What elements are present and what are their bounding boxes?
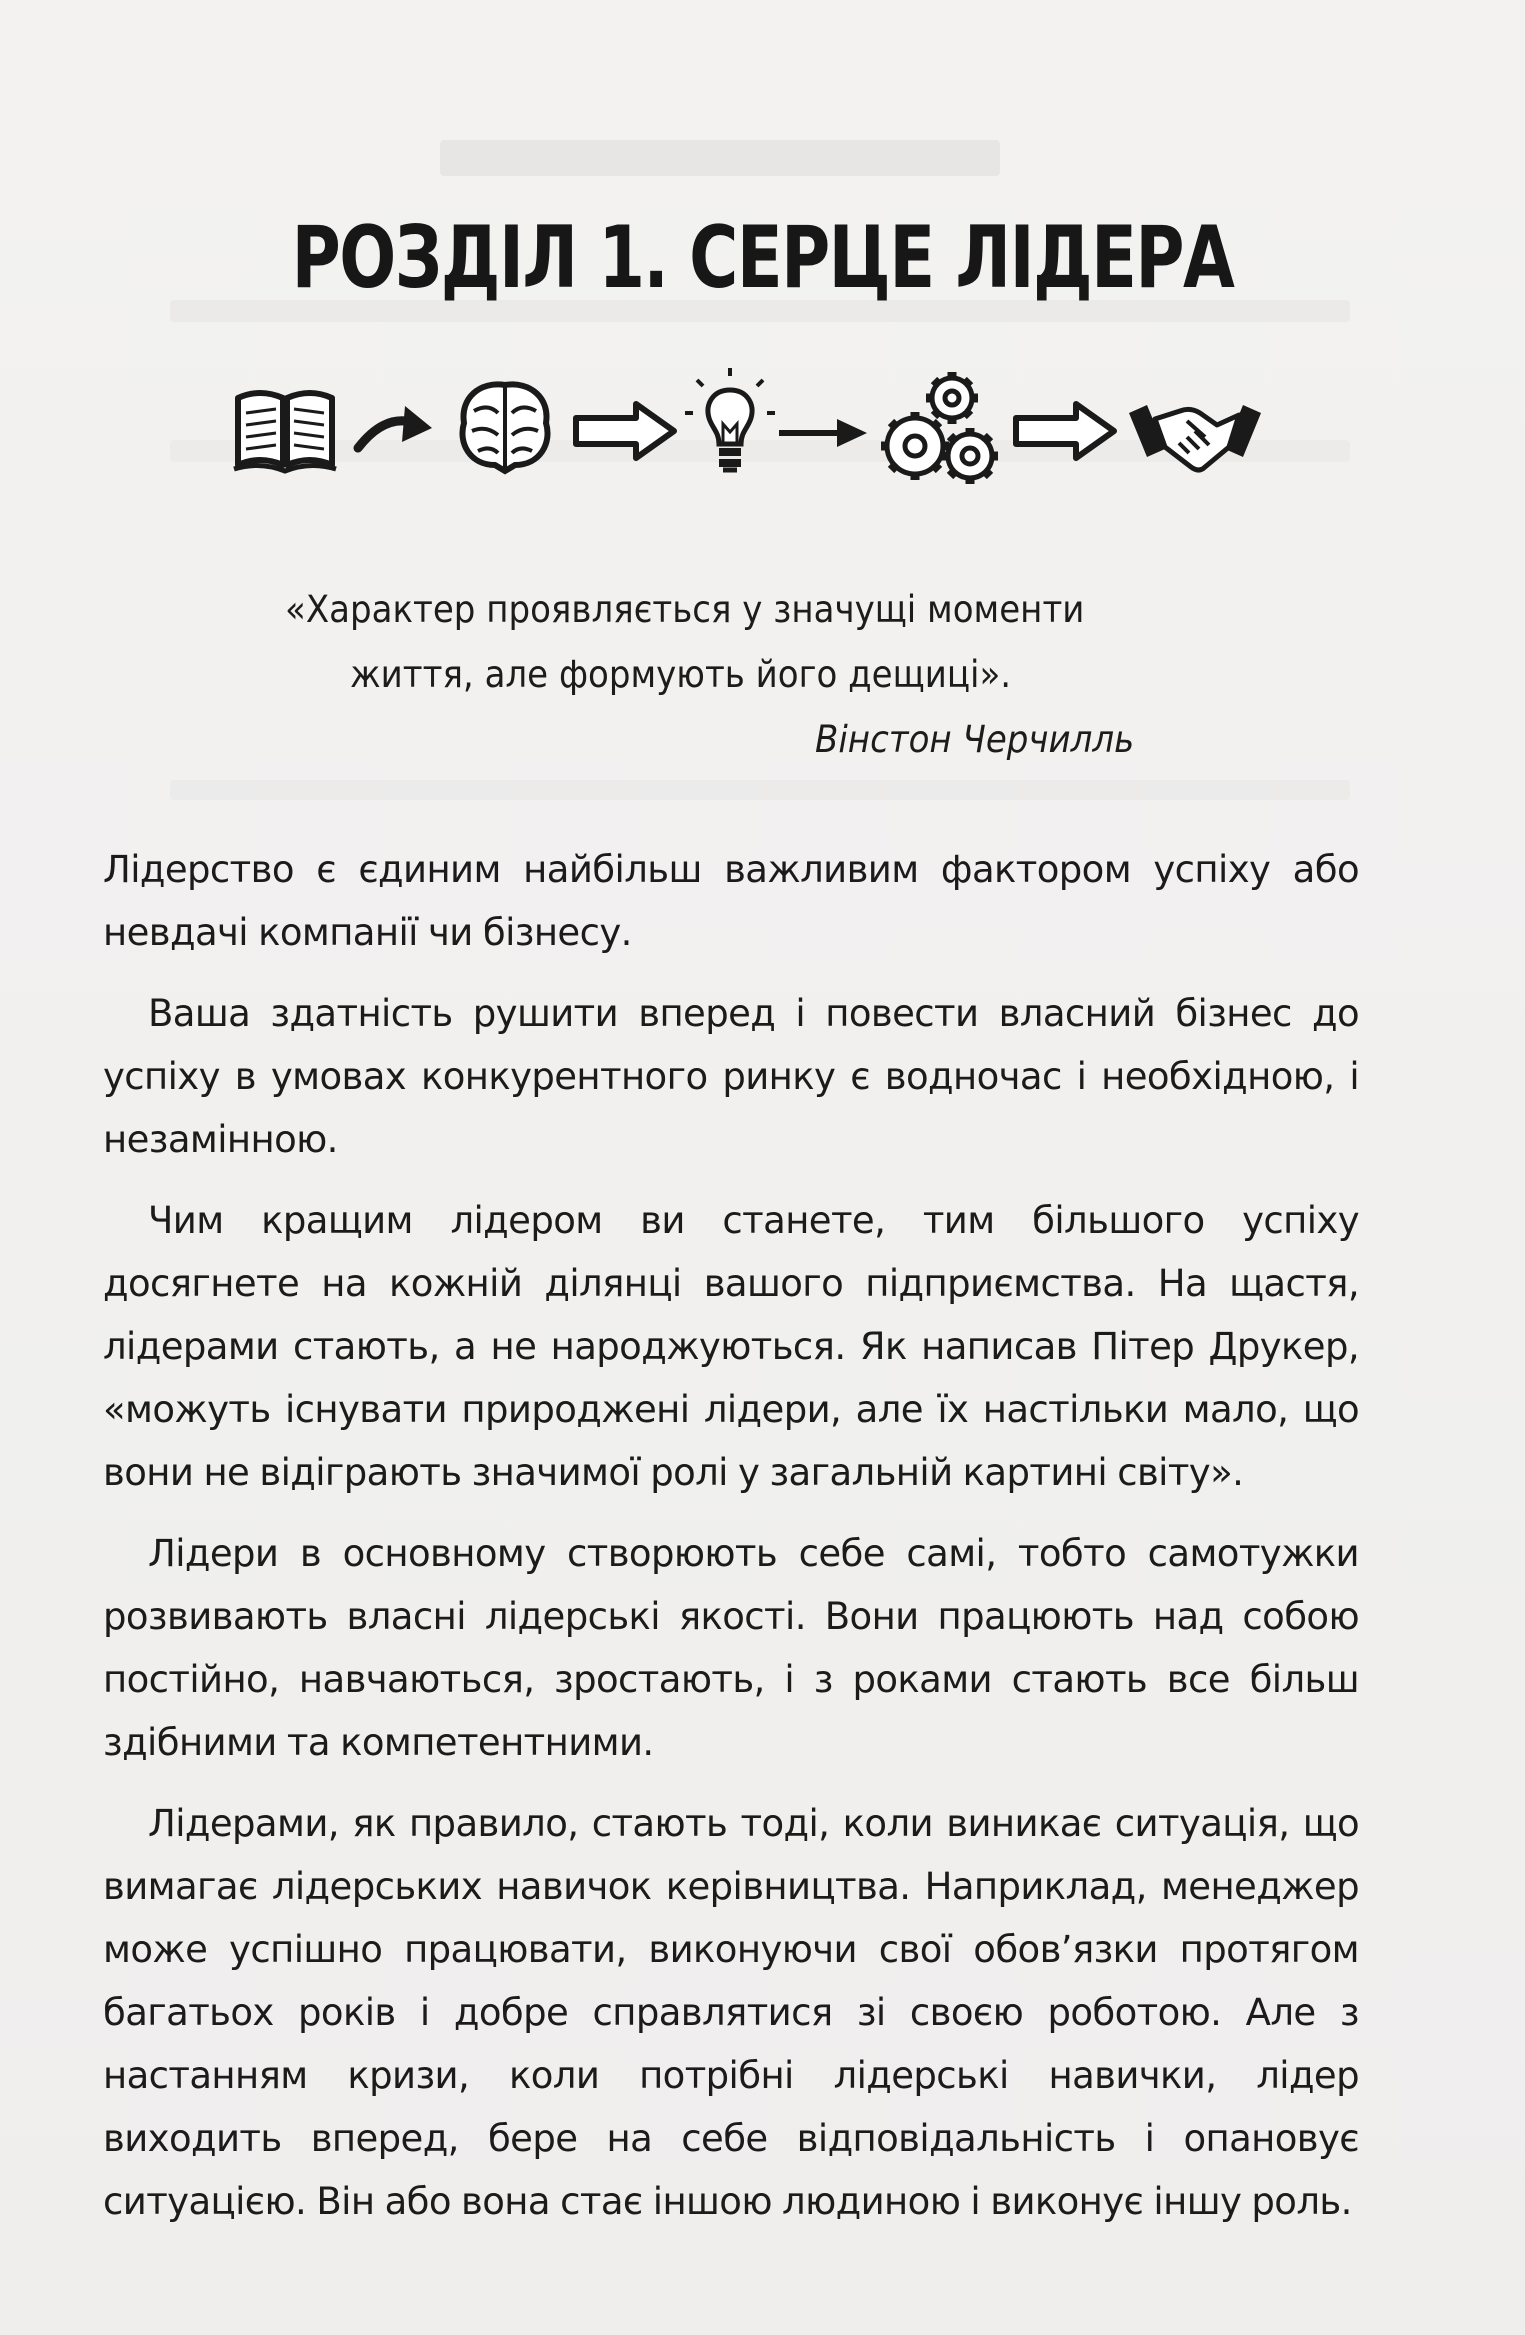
lightbulb-icon	[685, 368, 775, 483]
line-arrow-icon	[775, 413, 870, 453]
chapter-body	[103, 838, 1359, 2251]
epigraph-line-1: «Характер проявляється у значущі моменти	[285, 588, 1085, 631]
epigraph-line-2: життя, але формують його дещиці».	[350, 653, 1012, 696]
book-icon	[230, 373, 340, 483]
chapter-title: РОЗДІЛ 1. СЕРЦЕ ЛІДЕРА	[291, 208, 1234, 308]
epigraph-author: Вінстон Черчилль	[815, 718, 1135, 761]
arrow-icon	[570, 396, 680, 466]
paragraph: Лідерами, як правило, стають тоді, коли виникає ситуація, що вимагає лідерських навичок керівництва. Наприклад, менеджер може успішно працювати, виконуючи свої обов’язки протягом багатьох років і добре справлятися зі своєю роботою. Але з настанням кризи, коли потрібні лідерські навички, лідер виходить вперед, бере на себе відповідальність і опановує ситуацією. Він або вона стає іншою людиною і виконує іншу роль.	[103, 1802, 1359, 2223]
handshake-icon	[1125, 383, 1265, 483]
paragraph: Ваша здатність рушити вперед і повести власний бізнес до успіху в умовах конкурентного ринку є водночас і необхідною, і незамінною.	[103, 992, 1359, 1161]
arrow-icon	[1010, 396, 1120, 466]
brain-icon	[450, 373, 560, 483]
chapter-icon-strip	[230, 368, 1270, 488]
paragraph: Лідерство є єдиним найбільш важливим фактором успіху або невдачі компанії чи бізнесу.	[103, 848, 1359, 954]
paragraph: Чим кращим лідером ви станете, тим більшого успіху досягнете на кожній ділянці вашого підприємства. На щастя, лідерами стають, а не народжуються. Як написав Пітер Друкер, «можуть існувати природжені лідери, але їх настільки мало, що вони не відіграють значимої ролі у загальній картині світу».	[103, 1199, 1359, 1494]
curved-arrow-icon	[350, 398, 440, 468]
bleed-through-shadow	[440, 140, 1000, 176]
paragraph: Лідери в основному створюють себе самі, тобто самотужки розвивають власні лідерські якості. Вони працюють над собою постійно, навчаються, зростають, і з роками стають все більш здібними та компетентними.	[103, 1532, 1359, 1764]
bleed-through-shadow	[170, 780, 1350, 800]
gears-icon	[870, 368, 1010, 493]
